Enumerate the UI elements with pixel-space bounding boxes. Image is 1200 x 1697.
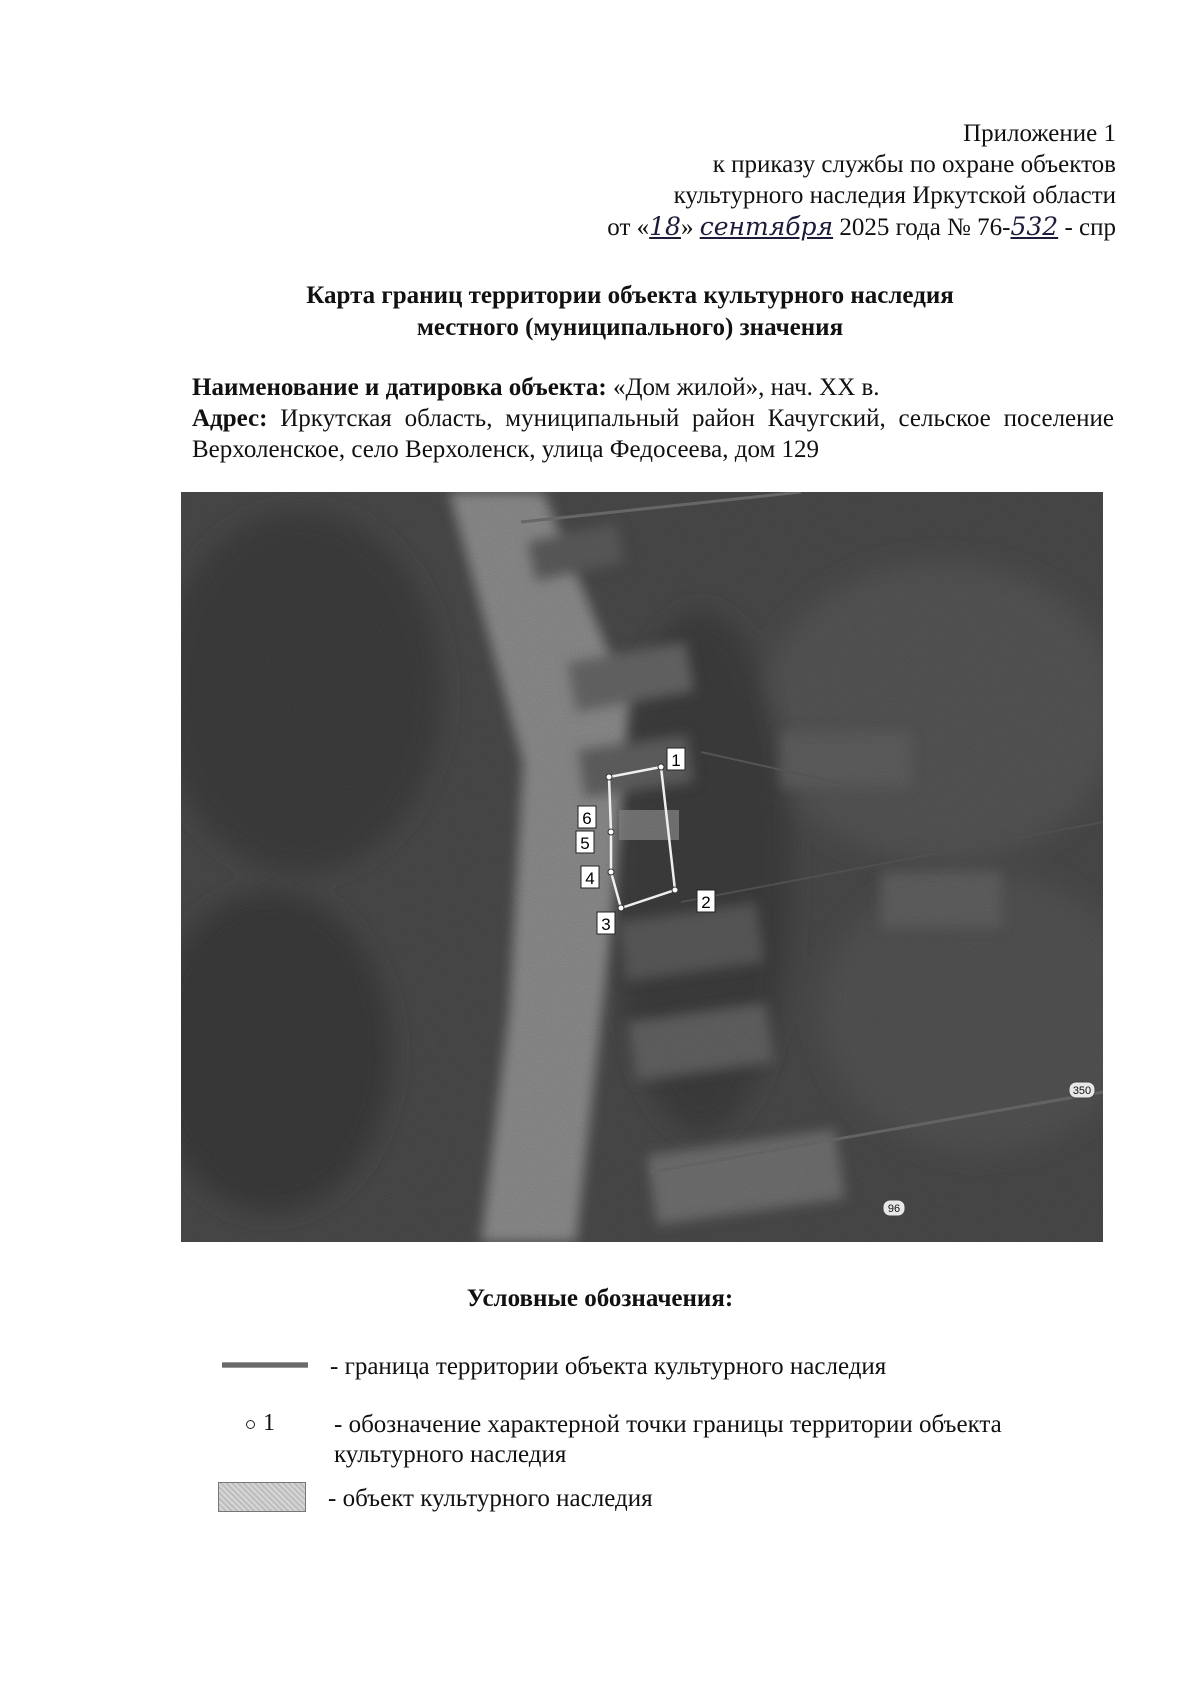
point-label-2: 2 xyxy=(701,893,711,912)
legend-boundary-text: - граница территории объекта культурного наследия xyxy=(330,1353,887,1380)
appendix-line-2: к приказу службы по охране объектов xyxy=(712,151,1116,178)
house-number-96: 96 xyxy=(887,1203,901,1215)
appendix-line-1: Приложение 1 xyxy=(963,120,1116,147)
boundary-point-4 xyxy=(608,869,614,875)
boundary-point-6 xyxy=(606,774,612,780)
legend-object-text: - объект культурного наследия xyxy=(328,1485,653,1512)
order-number: 532 xyxy=(1010,212,1059,241)
point-label-1: 1 xyxy=(671,751,681,770)
object-address-row xyxy=(192,403,1114,465)
boundary-point-5 xyxy=(608,829,614,835)
appendix-line-3: культурного наследия Иркутской области xyxy=(673,182,1116,209)
date-day: 18 xyxy=(649,212,681,241)
legend-object-symbol xyxy=(218,1482,306,1512)
map-svg xyxy=(181,492,1103,1242)
object-name-value: «Дом жилой», нач. XX в. xyxy=(612,374,880,401)
title-line-1: Карта границ территории объекта культурного наследия xyxy=(306,282,954,309)
date-mid: » xyxy=(680,214,694,241)
date-month: сентября xyxy=(699,212,834,241)
object-name-label: Наименование и датировка объекта: xyxy=(192,374,607,401)
legend-boundary-symbol xyxy=(222,1362,308,1368)
order-suffix: - спр xyxy=(1064,214,1116,241)
legend-point-symbol xyxy=(246,1410,275,1437)
point-label-4: 4 xyxy=(585,869,595,888)
legend-point-text: - обозначение характерной точки границы территории объекта культурного наследия xyxy=(334,1411,1002,1468)
point-label-5: 5 xyxy=(580,834,590,853)
boundary-point-2 xyxy=(672,887,678,893)
appendix-block xyxy=(516,118,1116,243)
date-year: 2025 года № 76- xyxy=(839,214,1011,241)
satellite-map xyxy=(181,492,1103,1242)
point-label-3: 3 xyxy=(601,915,611,934)
point-label-6: 6 xyxy=(582,809,592,828)
object-address-value: Иркутская область, муниципальный район Качугский, сельское поселение Верхоленское, село Верхоленск, улица Федосеева, дом 129 xyxy=(192,405,1114,463)
point-circle-icon xyxy=(246,1420,255,1429)
appendix-date-line xyxy=(516,211,1116,243)
boundary-point-3 xyxy=(618,905,624,911)
date-prefix: от « xyxy=(607,214,650,241)
legend-point-number: 1 xyxy=(263,1410,275,1436)
legend-title: Условные обозначения: xyxy=(466,1285,734,1312)
object-address-label: Адрес: xyxy=(192,405,268,432)
boundary-point-1 xyxy=(658,764,664,770)
object-info xyxy=(192,372,1114,465)
title-line-2: местного (муниципального) значения xyxy=(416,314,844,341)
house-number-350: 350 xyxy=(1072,1085,1092,1097)
document-title xyxy=(190,280,1070,344)
object-name-row xyxy=(192,372,1114,403)
